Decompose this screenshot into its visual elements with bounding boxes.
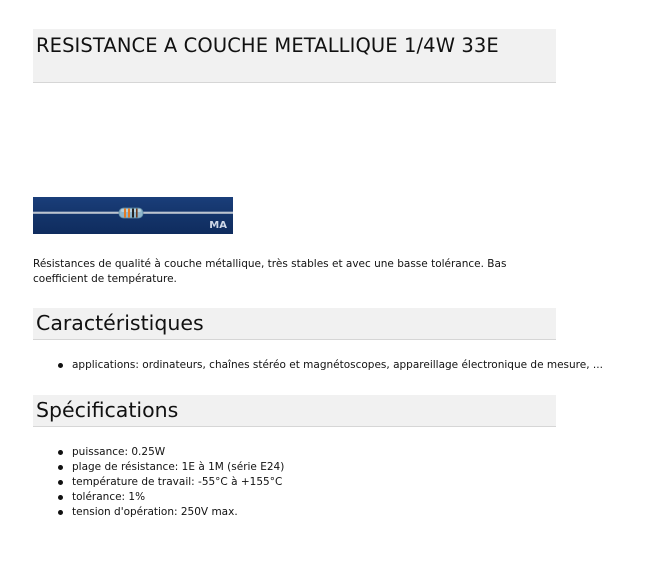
bullet-icon bbox=[58, 465, 63, 470]
bullet-icon bbox=[58, 480, 63, 485]
list-item bbox=[33, 505, 593, 520]
list-item-text: tolérance: 1% bbox=[72, 491, 146, 503]
brand-mark: MA bbox=[209, 220, 227, 231]
product-image bbox=[33, 197, 233, 234]
bullet-icon bbox=[58, 510, 63, 515]
list-item bbox=[33, 445, 593, 460]
section-header-caracteristiques bbox=[33, 308, 556, 340]
caracteristiques-list bbox=[33, 358, 603, 373]
bullet-icon bbox=[58, 363, 63, 368]
resistor-illustration bbox=[33, 197, 233, 234]
resistor-band-2 bbox=[128, 209, 130, 218]
list-item-text: applications: ordinateurs, chaînes stéréo et magnétoscopes, appareillage électronique de mesure, ... bbox=[72, 359, 603, 371]
list-item-text: tension d'opération: 250V max. bbox=[72, 506, 238, 518]
bullet-icon bbox=[58, 450, 63, 455]
resistor-band-3 bbox=[132, 209, 134, 218]
list-item-text: température de travail: -55°C à +155°C bbox=[72, 476, 283, 488]
product-title-bar bbox=[33, 29, 556, 83]
list-item bbox=[33, 358, 603, 373]
specifications-list bbox=[33, 445, 593, 520]
resistor-band-4 bbox=[136, 209, 138, 218]
product-title: RESISTANCE A COUCHE METALLIQUE 1/4W 33E bbox=[36, 34, 499, 57]
section-heading-caracteristiques: Caractéristiques bbox=[36, 311, 204, 335]
section-heading-specifications: Spécifications bbox=[36, 398, 179, 422]
list-item-text: plage de résistance: 1E à 1M (série E24) bbox=[72, 461, 285, 473]
list-item bbox=[33, 490, 593, 505]
list-item bbox=[33, 475, 593, 490]
section-header-specifications bbox=[33, 395, 556, 427]
list-item-text: puissance: 0.25W bbox=[72, 446, 166, 458]
list-item bbox=[33, 460, 593, 475]
bullet-icon bbox=[58, 495, 63, 500]
product-description: Résistances de qualité à couche métallique, très stables et avec une basse tolérance. Bas coefficient de température. bbox=[33, 258, 507, 285]
resistor-band-1 bbox=[124, 209, 126, 218]
